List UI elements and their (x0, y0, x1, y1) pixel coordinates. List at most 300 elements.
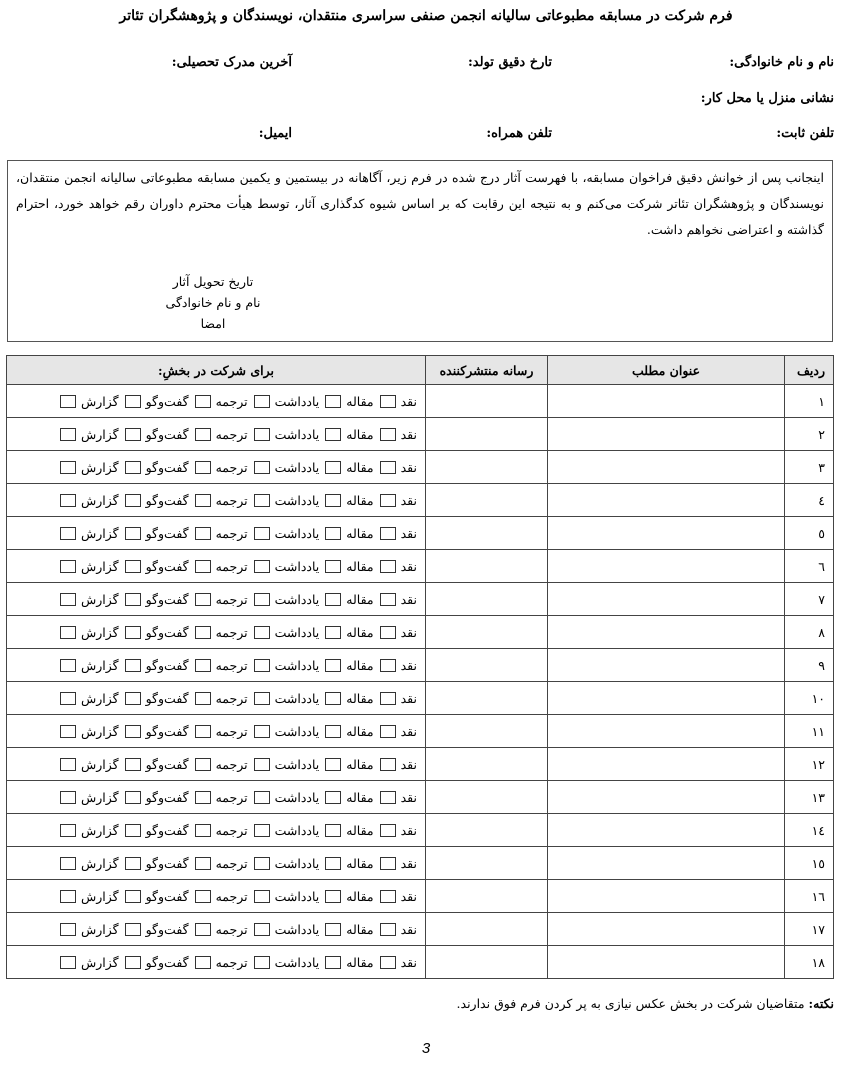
checkbox[interactable] (125, 428, 141, 441)
checkbox[interactable] (60, 593, 76, 606)
checkbox[interactable] (60, 395, 76, 408)
header-section: برای شرکت در بخشِ: (7, 356, 426, 385)
checkbox[interactable] (125, 494, 141, 507)
option-label: نقد (400, 690, 417, 706)
delivery-date-label: تاریخ تحویل آثار (172, 274, 254, 289)
media-cell[interactable] (426, 748, 548, 781)
checkbox[interactable] (380, 758, 396, 771)
checkbox[interactable] (254, 593, 270, 606)
checkbox[interactable] (254, 791, 270, 804)
checkbox[interactable] (325, 824, 341, 837)
section-cell (7, 814, 426, 847)
option-label: یادداشت (274, 657, 320, 673)
title-cell[interactable] (548, 682, 785, 715)
checkbox[interactable] (60, 758, 76, 771)
checkbox[interactable] (254, 659, 270, 672)
checkbox[interactable] (125, 758, 141, 771)
form-title: فرم شرکت در مسابقه مطبوعاتی سالیانه انجمن صنفی سراسری منتقدان، نویسندگان و پژوهشگران تئاتر (119, 8, 733, 24)
landline-label: تلفن ثابت: (776, 126, 834, 141)
section-option (380, 955, 417, 970)
section-cell (7, 913, 426, 946)
table-header (7, 356, 834, 385)
section-option (195, 823, 248, 838)
table-row (7, 781, 834, 814)
checkbox[interactable] (195, 527, 211, 540)
option-label: نقد (400, 888, 417, 904)
checkbox[interactable] (254, 461, 270, 474)
section-option (254, 493, 320, 508)
section-option (125, 526, 189, 541)
media-cell[interactable] (426, 418, 548, 451)
option-label: نقد (400, 624, 417, 640)
media-cell[interactable] (426, 814, 548, 847)
section-option (380, 427, 417, 442)
title-cell[interactable] (548, 550, 785, 583)
media-cell[interactable] (426, 946, 548, 979)
option-label: گزارش (80, 525, 119, 541)
checkbox[interactable] (125, 395, 141, 408)
media-cell[interactable] (426, 616, 548, 649)
checkbox[interactable] (380, 692, 396, 705)
option-label: ترجمه (215, 591, 248, 607)
checkbox[interactable] (125, 692, 141, 705)
checkbox[interactable] (380, 923, 396, 936)
option-label: گفت‌وگو (145, 558, 189, 574)
checkbox[interactable] (380, 626, 396, 639)
checkbox[interactable] (380, 824, 396, 837)
option-label: گفت‌وگو (145, 690, 189, 706)
checkbox[interactable] (125, 626, 141, 639)
checkbox[interactable] (380, 461, 396, 474)
section-option (380, 493, 417, 508)
section-option (380, 757, 417, 772)
checkbox[interactable] (125, 890, 141, 903)
section-cell (7, 946, 426, 979)
checkbox[interactable] (195, 857, 211, 870)
section-cell (7, 517, 426, 550)
option-label: گزارش (80, 888, 119, 904)
section-option (60, 889, 119, 904)
option-label: گزارش (80, 855, 119, 871)
section-option (325, 889, 373, 904)
checkbox[interactable] (380, 527, 396, 540)
media-cell[interactable] (426, 715, 548, 748)
checkbox[interactable] (195, 659, 211, 672)
section-option (60, 427, 119, 442)
checkbox[interactable] (195, 560, 211, 573)
section-option (254, 394, 320, 409)
mobile-label: تلفن همراه: (486, 126, 552, 141)
option-label: ترجمه (215, 822, 248, 838)
checkbox[interactable] (254, 758, 270, 771)
checkbox[interactable] (60, 956, 76, 969)
checkbox[interactable] (380, 956, 396, 969)
title-cell[interactable] (548, 385, 785, 418)
section-option (325, 922, 373, 937)
title-cell[interactable] (548, 715, 785, 748)
checkbox[interactable] (60, 824, 76, 837)
section-option (125, 790, 189, 805)
row-number: ٥ (785, 517, 834, 550)
checkbox[interactable] (125, 923, 141, 936)
checkbox[interactable] (254, 692, 270, 705)
row-number: ۱۸ (785, 946, 834, 979)
section-option (195, 394, 248, 409)
option-label: گفت‌وگو (145, 459, 189, 475)
option-label: گزارش (80, 822, 119, 838)
option-label: یادداشت (274, 525, 320, 541)
checkbox[interactable] (195, 593, 211, 606)
option-label: یادداشت (274, 888, 320, 904)
declaration-text: اینجانب پس از خوانش دقیق فراخوان مسابقه، با فهرست آثار درج شده در فرم زیر، آگاهانه در بیستمین و یکمین مسابقه مطبوعاتی سالیانه انجمن منتقدان، نویسندگان و پژوهشگران تئاتر شرکت می‌کنم و به نتیجه این رقابت که بر اساس شیوه کدگذاری آثار، توسط هیأت محترم داوران رقم خواهد خورد، احترام گذاشته و اعتراضی نخواهم داشت. (16, 170, 824, 237)
checkbox[interactable] (325, 626, 341, 639)
full-name-label: نام و نام خانوادگی: (729, 55, 834, 70)
section-option (125, 955, 189, 970)
checkbox[interactable] (125, 659, 141, 672)
checkbox[interactable] (325, 956, 341, 969)
row-number: ۱۳ (785, 781, 834, 814)
checkbox[interactable] (380, 593, 396, 606)
section-cell (7, 847, 426, 880)
table-row (7, 847, 834, 880)
checkbox[interactable] (60, 692, 76, 705)
checkbox[interactable] (380, 725, 396, 738)
section-cell (7, 583, 426, 616)
section-option (195, 691, 248, 706)
title-cell[interactable] (548, 814, 785, 847)
section-option (60, 460, 119, 475)
checkbox[interactable] (125, 527, 141, 540)
checkbox[interactable] (254, 494, 270, 507)
title-cell[interactable] (548, 616, 785, 649)
checkbox[interactable] (60, 890, 76, 903)
section-option (380, 922, 417, 937)
note-label: نکته: (808, 996, 834, 1011)
option-label: مقاله (346, 855, 374, 871)
checkbox[interactable] (254, 626, 270, 639)
checkbox[interactable] (254, 956, 270, 969)
checkbox[interactable] (195, 692, 211, 705)
header-title: عنوان مطلب (548, 356, 785, 385)
checkbox[interactable] (325, 461, 341, 474)
section-option (125, 823, 189, 838)
checkbox[interactable] (380, 890, 396, 903)
option-label: گفت‌وگو (145, 624, 189, 640)
checkbox[interactable] (325, 890, 341, 903)
media-cell[interactable] (426, 847, 548, 880)
table-row (7, 748, 834, 781)
option-label: گزارش (80, 657, 119, 673)
address-label: نشانی منزل یا محل کار: (700, 91, 834, 106)
checkbox[interactable] (195, 725, 211, 738)
checkbox[interactable] (195, 758, 211, 771)
row-number: ۱۷ (785, 913, 834, 946)
section-option (254, 526, 320, 541)
section-option (125, 889, 189, 904)
section-option (325, 559, 373, 574)
option-label: ترجمه (215, 657, 248, 673)
checkbox[interactable] (125, 461, 141, 474)
checkbox[interactable] (325, 494, 341, 507)
section-option (325, 955, 373, 970)
checkbox[interactable] (325, 758, 341, 771)
section-option (254, 856, 320, 871)
checkbox[interactable] (195, 791, 211, 804)
section-cell (7, 715, 426, 748)
checkbox[interactable] (60, 791, 76, 804)
checkbox[interactable] (195, 494, 211, 507)
option-label: یادداشت (274, 492, 320, 508)
checkbox[interactable] (325, 791, 341, 804)
title-cell[interactable] (548, 583, 785, 616)
section-option (254, 658, 320, 673)
section-option (325, 724, 373, 739)
title-cell[interactable] (548, 880, 785, 913)
section-option (254, 757, 320, 772)
option-label: ترجمه (215, 492, 248, 508)
title-cell[interactable] (548, 847, 785, 880)
section-option (254, 889, 320, 904)
checkbox[interactable] (195, 890, 211, 903)
section-option (195, 889, 248, 904)
option-label: یادداشت (274, 426, 320, 442)
media-cell[interactable] (426, 781, 548, 814)
section-option (380, 790, 417, 805)
section-option (195, 460, 248, 475)
row-number: ۱ (785, 385, 834, 418)
section-option (125, 625, 189, 640)
checkbox[interactable] (254, 527, 270, 540)
checkbox[interactable] (254, 725, 270, 738)
title-cell[interactable] (548, 649, 785, 682)
section-option (254, 625, 320, 640)
section-option (60, 823, 119, 838)
section-option (125, 691, 189, 706)
media-cell[interactable] (426, 682, 548, 715)
section-option (325, 625, 373, 640)
media-cell[interactable] (426, 550, 548, 583)
checkbox[interactable] (380, 494, 396, 507)
section-option (125, 427, 189, 442)
title-cell[interactable] (548, 946, 785, 979)
signature-label: امضا (200, 316, 226, 331)
option-label: یادداشت (274, 591, 320, 607)
checkbox[interactable] (195, 626, 211, 639)
table-row (7, 946, 834, 979)
option-label: مقاله (346, 822, 374, 838)
option-label: یادداشت (274, 822, 320, 838)
section-option (254, 955, 320, 970)
checkbox[interactable] (125, 725, 141, 738)
option-label: مقاله (346, 591, 374, 607)
entries-table (6, 355, 834, 979)
checkbox[interactable] (195, 824, 211, 837)
option-label: گزارش (80, 789, 119, 805)
checkbox[interactable] (125, 824, 141, 837)
checkbox[interactable] (380, 857, 396, 870)
section-option (125, 592, 189, 607)
row-number: ۱٤ (785, 814, 834, 847)
option-label: نقد (400, 855, 417, 871)
birth-date-label: تارخ دقیق تولد: (468, 55, 552, 70)
checkbox[interactable] (325, 428, 341, 441)
checkbox[interactable] (195, 956, 211, 969)
title-cell[interactable] (548, 451, 785, 484)
section-option (254, 427, 320, 442)
option-label: نقد (400, 393, 417, 409)
checkbox[interactable] (60, 428, 76, 441)
option-label: گفت‌وگو (145, 855, 189, 871)
media-cell[interactable] (426, 451, 548, 484)
checkbox[interactable] (60, 659, 76, 672)
checkbox[interactable] (325, 857, 341, 870)
media-cell[interactable] (426, 649, 548, 682)
row-number: ۱٥ (785, 847, 834, 880)
education-label: آخرین مدرک تحصیلی: (171, 55, 292, 70)
option-label: یادداشت (274, 855, 320, 871)
media-cell[interactable] (426, 517, 548, 550)
checkbox[interactable] (195, 428, 211, 441)
checkbox[interactable] (325, 560, 341, 573)
section-option (380, 460, 417, 475)
checkbox[interactable] (125, 857, 141, 870)
section-option (195, 922, 248, 937)
section-option (325, 394, 373, 409)
checkbox[interactable] (125, 791, 141, 804)
title-cell[interactable] (548, 517, 785, 550)
option-label: گزارش (80, 954, 119, 970)
section-cell (7, 616, 426, 649)
checkbox[interactable] (254, 923, 270, 936)
option-label: یادداشت (274, 558, 320, 574)
checkbox[interactable] (60, 461, 76, 474)
checkbox[interactable] (60, 923, 76, 936)
option-label: گفت‌وگو (145, 756, 189, 772)
checkbox[interactable] (125, 560, 141, 573)
checkbox[interactable] (325, 692, 341, 705)
section-option (125, 559, 189, 574)
checkbox[interactable] (195, 923, 211, 936)
checkbox[interactable] (60, 725, 76, 738)
option-label: مقاله (346, 723, 374, 739)
checkbox[interactable] (380, 560, 396, 573)
section-option (325, 658, 373, 673)
title-cell[interactable] (548, 484, 785, 517)
section-option (380, 658, 417, 673)
title-cell[interactable] (548, 748, 785, 781)
option-label: نقد (400, 657, 417, 673)
table-row (7, 880, 834, 913)
checkbox[interactable] (125, 956, 141, 969)
checkbox[interactable] (325, 659, 341, 672)
checkbox[interactable] (325, 923, 341, 936)
media-cell[interactable] (426, 913, 548, 946)
section-option (125, 394, 189, 409)
option-label: نقد (400, 954, 417, 970)
section-cell (7, 748, 426, 781)
option-label: یادداشت (274, 723, 320, 739)
email-label: ایمیل: (258, 126, 292, 141)
section-option (325, 493, 373, 508)
table-row (7, 616, 834, 649)
option-label: یادداشت (274, 756, 320, 772)
checkbox[interactable] (254, 857, 270, 870)
checkbox[interactable] (195, 461, 211, 474)
checkbox[interactable] (125, 593, 141, 606)
option-label: مقاله (346, 789, 374, 805)
checkbox[interactable] (325, 395, 341, 408)
checkbox[interactable] (325, 527, 341, 540)
section-cell (7, 484, 426, 517)
option-label: گفت‌وگو (145, 921, 189, 937)
checkbox[interactable] (60, 857, 76, 870)
checkbox[interactable] (195, 395, 211, 408)
option-label: گزارش (80, 426, 119, 442)
checkbox[interactable] (325, 593, 341, 606)
section-option (254, 922, 320, 937)
option-label: گزارش (80, 492, 119, 508)
row-number: ٦ (785, 550, 834, 583)
section-option (60, 526, 119, 541)
table-row (7, 814, 834, 847)
signer-name-label: نام و نام خانوادگی (165, 295, 261, 310)
checkbox[interactable] (254, 824, 270, 837)
section-option (254, 823, 320, 838)
checkbox[interactable] (60, 560, 76, 573)
option-label: مقاله (346, 426, 374, 442)
media-cell[interactable] (426, 583, 548, 616)
row-number: ۱۲ (785, 748, 834, 781)
checkbox[interactable] (254, 560, 270, 573)
row-number: ۷ (785, 583, 834, 616)
table-row (7, 913, 834, 946)
checkbox[interactable] (254, 395, 270, 408)
checkbox[interactable] (254, 890, 270, 903)
option-label: گزارش (80, 459, 119, 475)
title-cell[interactable] (548, 781, 785, 814)
checkbox[interactable] (60, 527, 76, 540)
checkbox[interactable] (380, 395, 396, 408)
title-cell[interactable] (548, 913, 785, 946)
media-cell[interactable] (426, 385, 548, 418)
section-option (60, 922, 119, 937)
section-option (60, 691, 119, 706)
section-option (195, 955, 248, 970)
option-label: ترجمه (215, 525, 248, 541)
checkbox[interactable] (254, 428, 270, 441)
checkbox[interactable] (325, 725, 341, 738)
checkbox[interactable] (380, 791, 396, 804)
section-cell (7, 385, 426, 418)
section-option (325, 460, 373, 475)
option-label: نقد (400, 525, 417, 541)
option-label: یادداشت (274, 921, 320, 937)
checkbox[interactable] (60, 626, 76, 639)
option-label: گزارش (80, 921, 119, 937)
checkbox[interactable] (380, 428, 396, 441)
media-cell[interactable] (426, 484, 548, 517)
option-label: ترجمه (215, 954, 248, 970)
checkbox[interactable] (380, 659, 396, 672)
section-option (254, 460, 320, 475)
media-cell[interactable] (426, 880, 548, 913)
section-option (325, 790, 373, 805)
footnote (457, 996, 834, 1011)
option-label: ترجمه (215, 756, 248, 772)
title-cell[interactable] (548, 418, 785, 451)
option-label: گزارش (80, 690, 119, 706)
checkbox[interactable] (60, 494, 76, 507)
